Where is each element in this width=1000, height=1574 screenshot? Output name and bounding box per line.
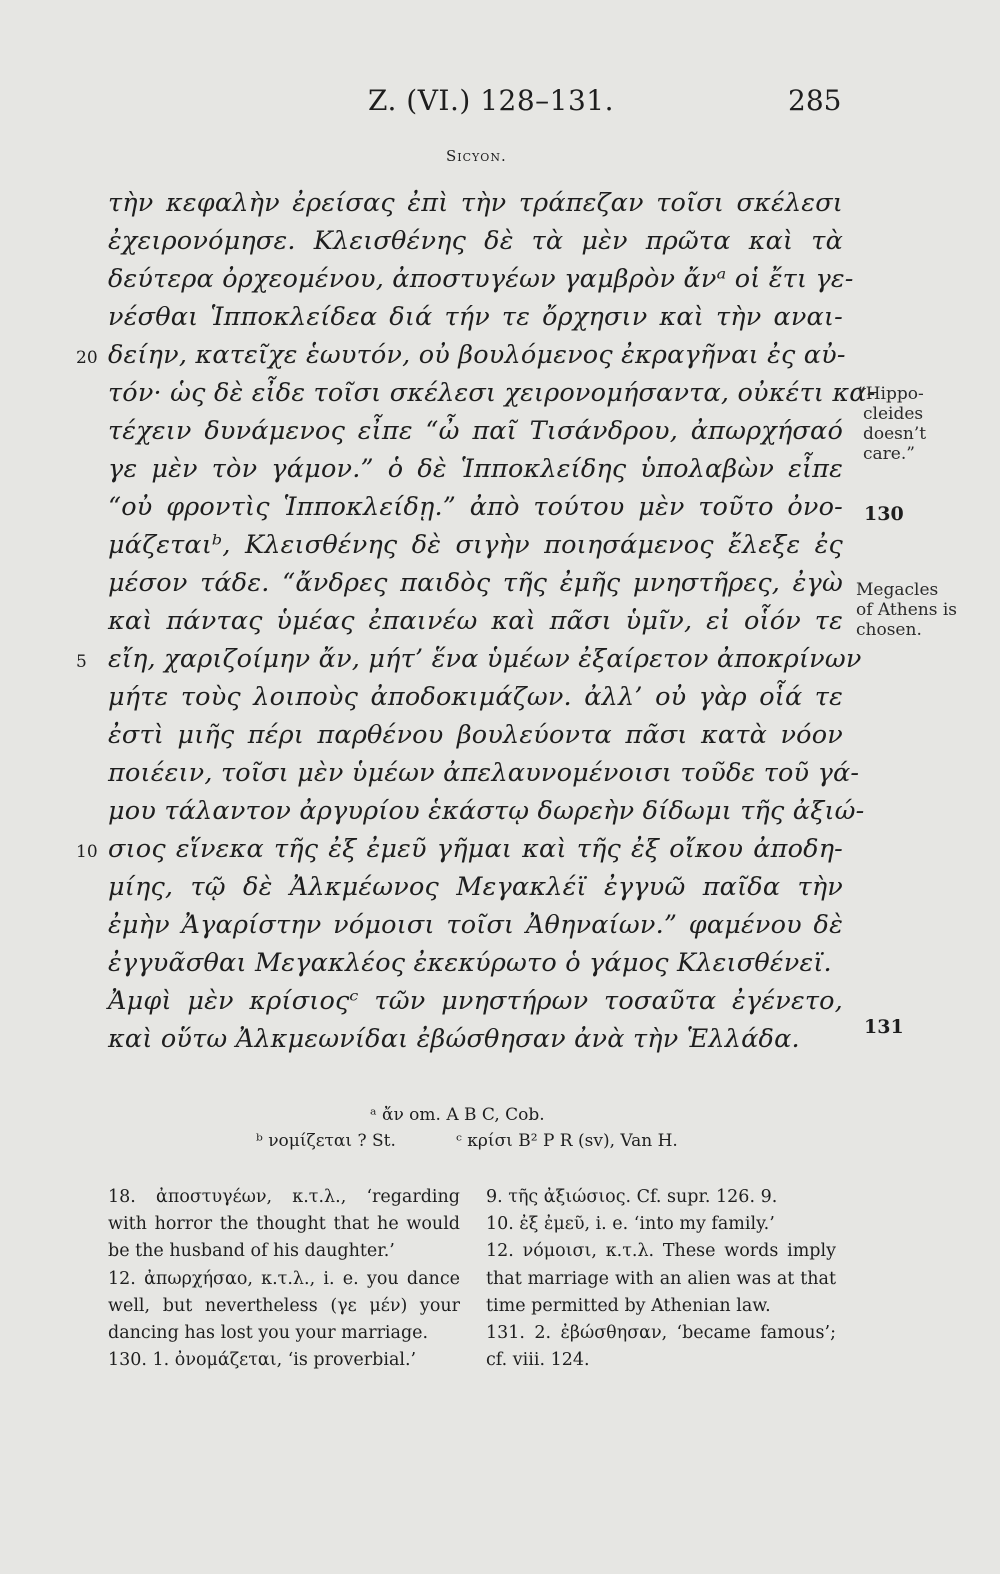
margin-note-line: Megacles <box>856 580 939 600</box>
commentary-note: 10. ἐξ ἐμεῦ, i. e. ‘into my family.’ <box>486 1214 775 1235</box>
text-line: μάζεταιᵇ, Κλεισθένης δὲ σιγὴν ποιησάμενος ἔλεξε ἐς <box>108 530 843 560</box>
text-line: τόν· ὡς δὲ εἶδε τοῖσι σκέλεσι χειρονομήσαντα, οὐκέτι κα- <box>108 378 876 408</box>
running-head: Sicyon. <box>446 147 507 165</box>
text-line: “οὐ φροντὶς Ἱπποκλείδῃ.” ἀπὸ τούτου μὲν τοῦτο ὀνο- <box>108 492 843 522</box>
margin-note-hippocleides <box>857 384 926 464</box>
text-line: δείην, κατεῖχε ἑωυτόν, οὐ βουλόμενος ἐκραγῆναι ἐς αὐ- <box>108 340 846 370</box>
text-line: ποιέειν, τοῖσι μὲν ὑμέων ἀπελαυνομένοισι τοῦδε τοῦ γά- <box>108 758 860 788</box>
margin-note-line: cleides <box>863 404 924 424</box>
text-line: μέσον τάδε. “ἄνδρες παιδὸς τῆς ἐμῆς μνηστῆρες, ἐγὼ <box>108 568 843 598</box>
commentary-note: 9. τῆς ἀξιώσιος. Cf. supr. 126. 9. <box>486 1187 778 1207</box>
commentary-note: 131. 2. ἐβώσθησαν, ‘became famous’; cf. viii. 124. <box>486 1323 836 1371</box>
margin-note-line: of Athens is <box>856 600 957 620</box>
text-line: μου τάλαντον ἀργυρίου ἑκάστῳ δωρεὴν δίδωμι τῆς ἀξιώ- <box>108 796 865 826</box>
text-line: μήτε τοὺς λοιποὺς ἀποδοκιμάζων. ἀλλ’ οὐ γὰρ οἷά τε <box>108 682 843 712</box>
text-line: καὶ πάντας ὑμέας ἐπαινέω καὶ πᾶσι ὑμῖν, εἰ οἷόν τε <box>108 606 843 636</box>
apparatus-note-c: ᶜ κρίσι B² P R (sv), Van H. <box>456 1131 678 1151</box>
text-line: ἐχειρονόμησε. Κλεισθένης δὲ τὰ μὲν πρῶτα καὶ τὰ <box>108 226 843 256</box>
margin-note-line: care.” <box>863 444 915 464</box>
text-line: εἴη, χαριζοίμην ἄν, μήτ’ ἕνα ὑμέων ἐξαίρετον ἀποκρίνων <box>108 644 862 674</box>
text-line: δεύτερα ὀρχεομένου, ἀποστυγέων γαμβρὸν ἄνᵃ οἱ ἔτι γε- <box>108 264 854 294</box>
page-title: Z. (VI.) 128–131. <box>368 84 614 117</box>
commentary-note: 18. ἀποστυγέων, κ.τ.λ., ‘regarding with horror the thought that he would be the husband of his daughter.’ <box>108 1187 460 1262</box>
notes-right-column <box>486 1184 836 1374</box>
text-line: ἐστὶ μιῆς πέρι παρθένου βουλεύοντα πᾶσι κατὰ νόον <box>108 720 843 750</box>
commentary-note: 130. 1. ὀνομάζεται, ‘is proverbial.’ <box>108 1350 417 1371</box>
text-line: καὶ οὕτω Ἀλκμεωνίδαι ἐβώσθησαν ἀνὰ τὴν Ἑλλάδα. <box>108 1024 800 1054</box>
text-line: ἐγγυᾶσθαι Μεγακλέος ἐκεκύρωτο ὁ γάμος Κλεισθένεϊ. <box>108 948 832 978</box>
apparatus-note-b: ᵇ νομίζεται ? St. <box>256 1131 396 1151</box>
text-line: τὴν κεφαλὴν ἐρείσας ἐπὶ τὴν τράπεζαν τοῖσι σκέλεσι <box>108 188 843 218</box>
margin-note-line: doesn’t <box>863 424 927 444</box>
line-number: 20 <box>76 348 98 368</box>
text-line: ἐμὴν Ἀγαρίστην νόμοισι τοῖσι Ἀθηναίων.” φαμένου δὲ <box>108 910 843 940</box>
text-line: Ἀμφὶ μὲν κρίσιοςᶜ τῶν μνηστήρων τοσαῦτα ἐγένετο, <box>108 986 843 1016</box>
notes-left-column <box>108 1184 460 1374</box>
apparatus-note-a: ᵃ ἄν om. A B C, Cob. <box>370 1105 545 1125</box>
line-number: 5 <box>76 652 87 672</box>
line-number: 10 <box>76 842 98 862</box>
margin-note-line: “Hippo- <box>857 384 924 404</box>
page-number: 285 <box>788 84 842 117</box>
section-number-130: 130 <box>864 503 904 525</box>
text-line: σιος εἵνεκα τῆς ἐξ ἐμεῦ γῆμαι καὶ τῆς ἐξ οἴκου ἀποδη- <box>108 834 843 864</box>
margin-note-megacles <box>856 580 957 640</box>
text-line: νέσθαι Ἱπποκλείδεα διά τήν τε ὄρχησιν καὶ τὴν αναι- <box>108 302 843 332</box>
text-line: τέχειν δυνάμενος εἶπε “ὦ παῖ Τισάνδρου, ἀπωρχήσαό <box>108 416 843 446</box>
commentary-note: 12. ἀπωρχήσαο, κ.τ.λ., i. e. you dance well, but nevertheless (γε μέν) your dancing has lost you your marriage. <box>108 1268 460 1344</box>
text-line: μίης, τῷ δὲ Ἀλκμέωνος Μεγακλέϊ ἐγγυῶ παῖδα τὴν <box>108 872 843 902</box>
margin-note-line: chosen. <box>856 620 922 640</box>
text-line: γε μὲν τὸν γάμον.” ὁ δὲ Ἱπποκλείδης ὑπολαβὼν εἶπε <box>108 454 843 484</box>
commentary-note: 12. νόμοισι, κ.τ.λ. These words imply that marriage with an alien was at that time permitted by Athenian law. <box>486 1241 836 1316</box>
section-number-131: 131 <box>864 1016 904 1038</box>
